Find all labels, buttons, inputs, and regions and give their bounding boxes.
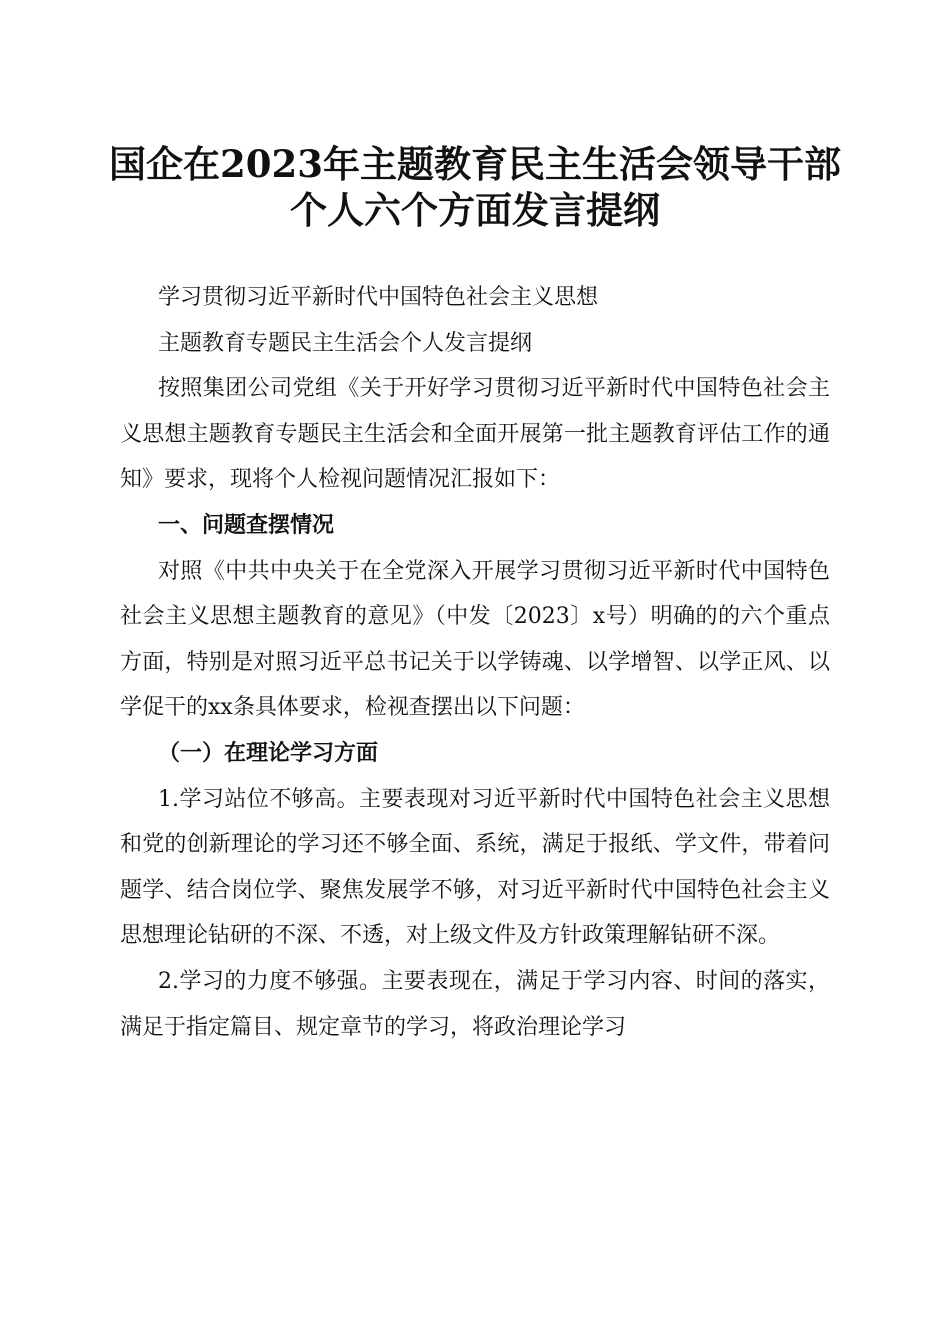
document-title-line-1: 国企在2023年主题教育民主生活会领导干部 xyxy=(109,142,841,186)
intro-paragraph: 按照集团公司党组《关于开好学习贯彻习近平新时代中国特色社会主义思想主题教育专题民主生活会和全面开展第一批主题教育评估工作的通知》要求，现将个人检视问题情况汇报如下： xyxy=(120,376,830,493)
subtitle-line-2: 主题教育专题民主生活会个人发言提纲 xyxy=(158,330,533,356)
list-item: 1.学习站位不够高。主要表现对习近平新时代中国特色社会主义思想和党的创新理论的学习还不够全面、系统，满足于报纸、学文件，带着问题学、结合岗位学、聚焦发展学不够，对习近平新时代中国特色社会主义思想理论钻研的不深、不透，对上级文件及方针政策理解钻研不深。 xyxy=(120,786,830,949)
document-title-line-2: 个人六个方面发言提纲 xyxy=(290,188,660,232)
section-heading: 一、问题查摆情况 xyxy=(158,512,335,538)
document-body xyxy=(120,275,830,1050)
list-item: 2.学习的力度不够强。主要表现在，满足于学习内容、时间的落实，满足于指定篇目、规定章节的学习，将政治理论学习 xyxy=(120,968,830,1040)
subtitle-line-1: 学习贯彻习近平新时代中国特色社会主义思想 xyxy=(158,285,599,310)
section-paragraph: 对照《中共中央关于在全党深入开展学习贯彻习近平新时代中国特色社会主义思想主题教育的意见》（中发〔2023〕x号）明确的的六个重点方面，特别是对照习近平总书记关于以学铸魂、以学增智、以学正风、以学促干的xx条具体要求，检视查摆出以下问题： xyxy=(120,558,830,721)
subsection-heading: （一）在理论学习方面 xyxy=(158,739,379,766)
